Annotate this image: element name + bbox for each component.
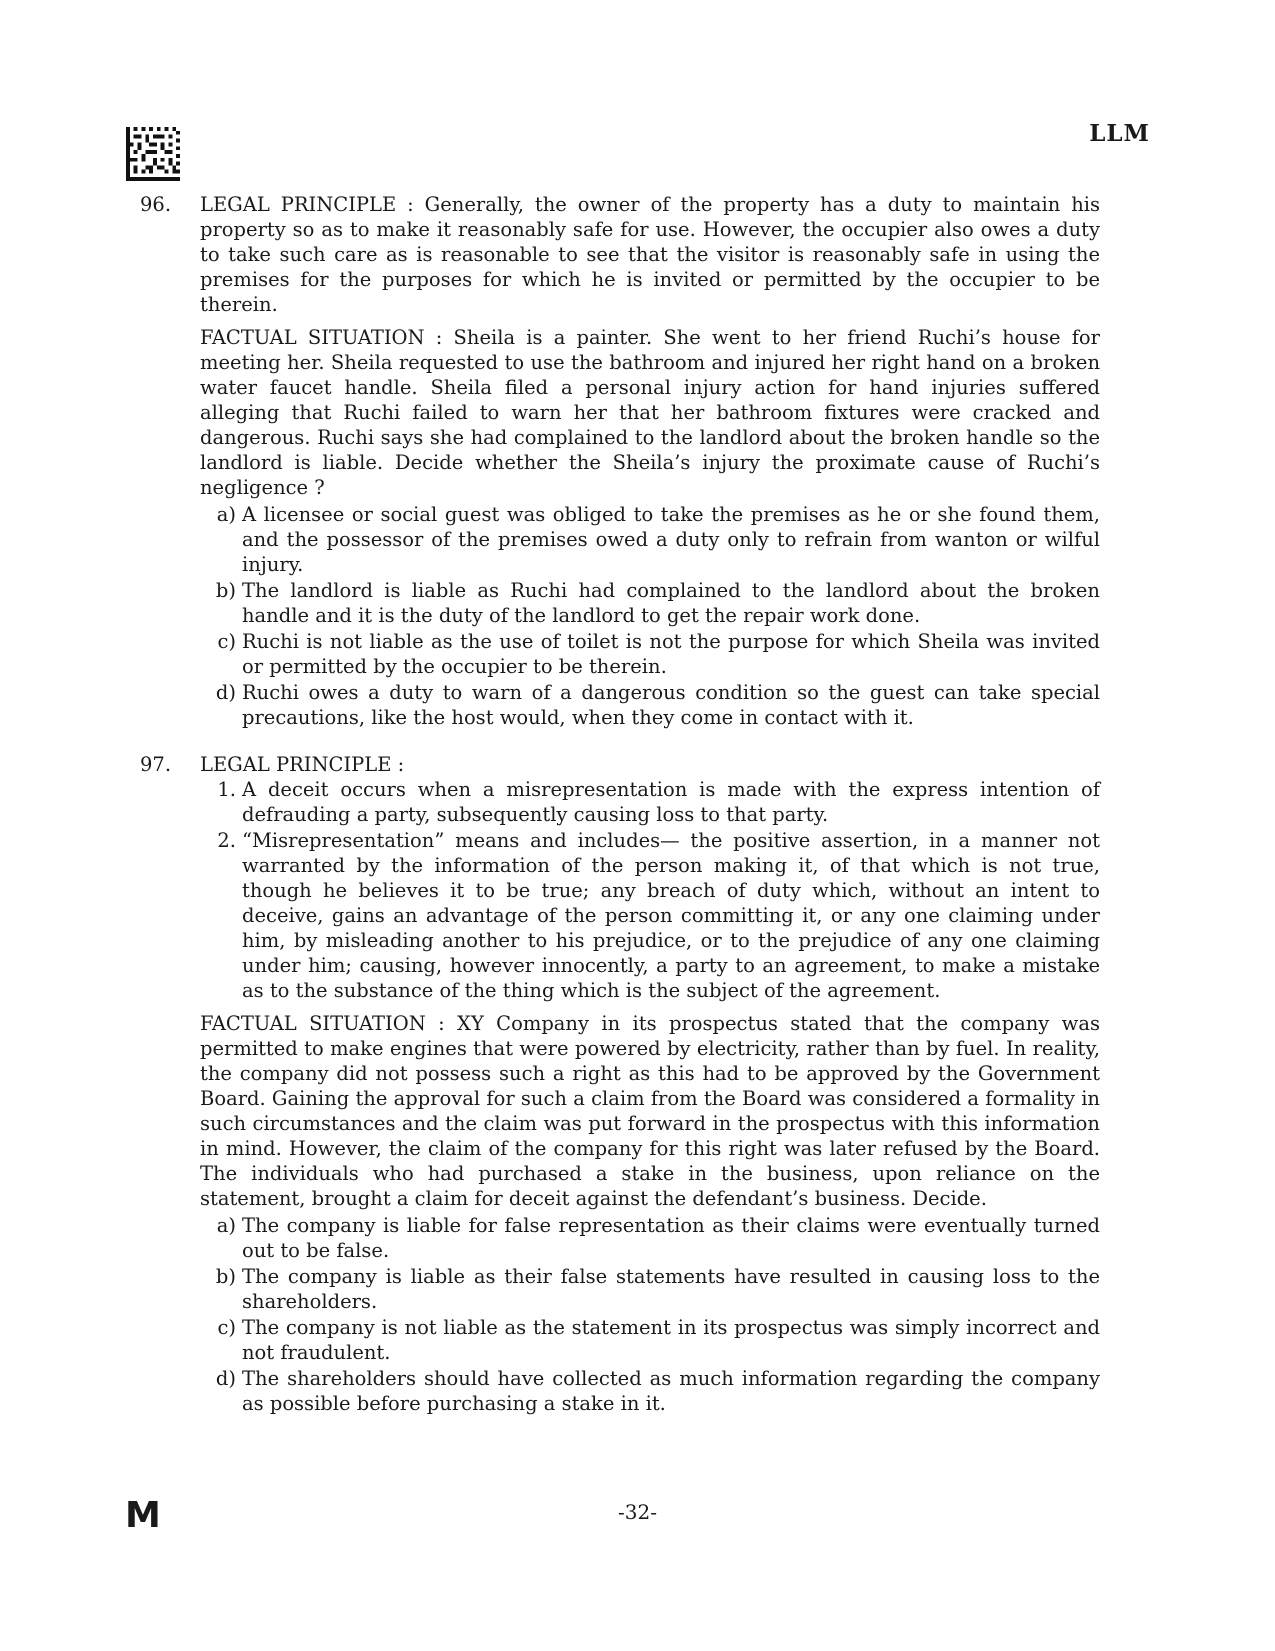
principle-item <box>200 777 1100 827</box>
barcode-icon <box>125 127 181 181</box>
factual-situation: FACTUAL SITUATION : XY Company in its prospectus stated that the company was permitted to make engines that were powered by electricity, rather than by fuel. In reality, the company did not possess such a right as this had to be approved by the Government Board. Gaining the approval for such a claim from the Board was considered a formality in such circumstances and the claim was put forward in the prospectus with this information in mind. However, the claim of the company for this right was later refused by the Board. The individuals who had purchased a stake in the business, upon reliance on the statement, brought a claim for deceit against the defendant’s business. Decide. <box>200 1012 1100 1210</box>
series-mark: M <box>125 1495 161 1536</box>
principle-label: 2. <box>217 829 236 852</box>
question-content <box>140 192 1100 1417</box>
option-d[interactable] <box>200 1366 1100 1416</box>
page-number: -32- <box>618 1500 657 1524</box>
option-label: c) <box>217 630 236 653</box>
option-label: b) <box>215 1265 236 1288</box>
option-text: The company is not liable as the statement in its prospectus was simply incorrect and not fraudulent. <box>242 1316 1100 1364</box>
option-c[interactable] <box>200 1315 1100 1365</box>
question-96 <box>140 192 1100 731</box>
principle-list <box>200 777 1100 1003</box>
question-97 <box>140 752 1100 1417</box>
option-a[interactable] <box>200 1213 1100 1263</box>
option-text: The company is liable for false representation as their claims were eventually turned out to be false. <box>242 1214 1100 1262</box>
option-text: The landlord is liable as Ruchi had complained to the landlord about the broken handle and it is the duty of the landlord to get the repair work done. <box>242 579 1100 627</box>
option-text: The shareholders should have collected as much information regarding the company as possible before purchasing a stake in it. <box>242 1367 1100 1415</box>
factual-situation: FACTUAL SITUATION : Sheila is a painter. She went to her friend Ruchi’s house for meeting her. Sheila requested to use the bathroom and injured her right hand on a broken water faucet handle. Sheila filed a personal injury action for hand injuries suffered alleging that Ruchi failed to warn her that her bathroom fixtures were cracked and dangerous. Ruchi says she had complained to the landlord about the broken handle so the landlord is liable. Decide whether the Sheila’s injury the proximate cause of Ruchi’s negligence ? <box>200 326 1100 499</box>
principle-label: 1. <box>217 778 236 801</box>
option-list <box>200 1213 1100 1416</box>
option-label: b) <box>215 579 236 602</box>
option-a[interactable] <box>200 502 1100 577</box>
option-text: A licensee or social guest was obliged to take the premises as he or she found them, and the possessor of the premises owed a duty only to refrain from wanton or wilful injury. <box>242 503 1100 576</box>
option-label: a) <box>216 1214 236 1237</box>
question-body <box>200 752 1100 1417</box>
option-text: Ruchi owes a duty to warn of a dangerous condition so the guest can take special precautions, like the host would, when they come in contact with it. <box>242 681 1100 729</box>
question-body <box>200 192 1100 731</box>
option-b[interactable] <box>200 1264 1100 1314</box>
option-d[interactable] <box>200 680 1100 730</box>
paper-code: LLM <box>1089 120 1150 147</box>
option-label: d) <box>215 681 236 704</box>
principle-item <box>200 828 1100 1003</box>
legal-principle-heading: LEGAL PRINCIPLE : <box>200 753 405 776</box>
question-number: 97. <box>140 753 172 776</box>
option-text: Ruchi is not liable as the use of toilet is not the purpose for which Sheila was invited or permitted by the occupier to be therein. <box>242 630 1100 678</box>
option-label: a) <box>216 503 236 526</box>
legal-principle: LEGAL PRINCIPLE : Generally, the owner of the property has a duty to maintain his property so as to make it reasonably safe for use. However, the occupier also owes a duty to take such care as is reasonable to see that the visitor is reasonably safe in using the premises for the purposes for which he is invited or permitted by the occupier to be therein. <box>200 193 1100 316</box>
option-list <box>200 502 1100 730</box>
option-label: c) <box>217 1316 236 1339</box>
option-text: The company is liable as their false statements have resulted in causing loss to the shareholders. <box>242 1265 1100 1313</box>
option-c[interactable] <box>200 629 1100 679</box>
principle-text: “Misrepresentation” means and includes— the positive assertion, in a manner not warranted by the information of the person making it, of that which is not true, though he believes it to be true; any breach of duty which, without an intent to deceive, gains an advantage of the person committing it, or any one claiming under him, by misleading another to his prejudice, or to the prejudice of any one claiming under him; causing, however innocently, a party to an agreement, to make a mistake as to the substance of the thing which is the subject of the agreement. <box>242 829 1100 1002</box>
option-b[interactable] <box>200 578 1100 628</box>
principle-text: A deceit occurs when a misrepresentation is made with the express intention of defrauding a party, subsequently causing loss to that party. <box>242 778 1100 826</box>
question-number: 96. <box>140 193 172 216</box>
option-label: d) <box>215 1367 236 1390</box>
